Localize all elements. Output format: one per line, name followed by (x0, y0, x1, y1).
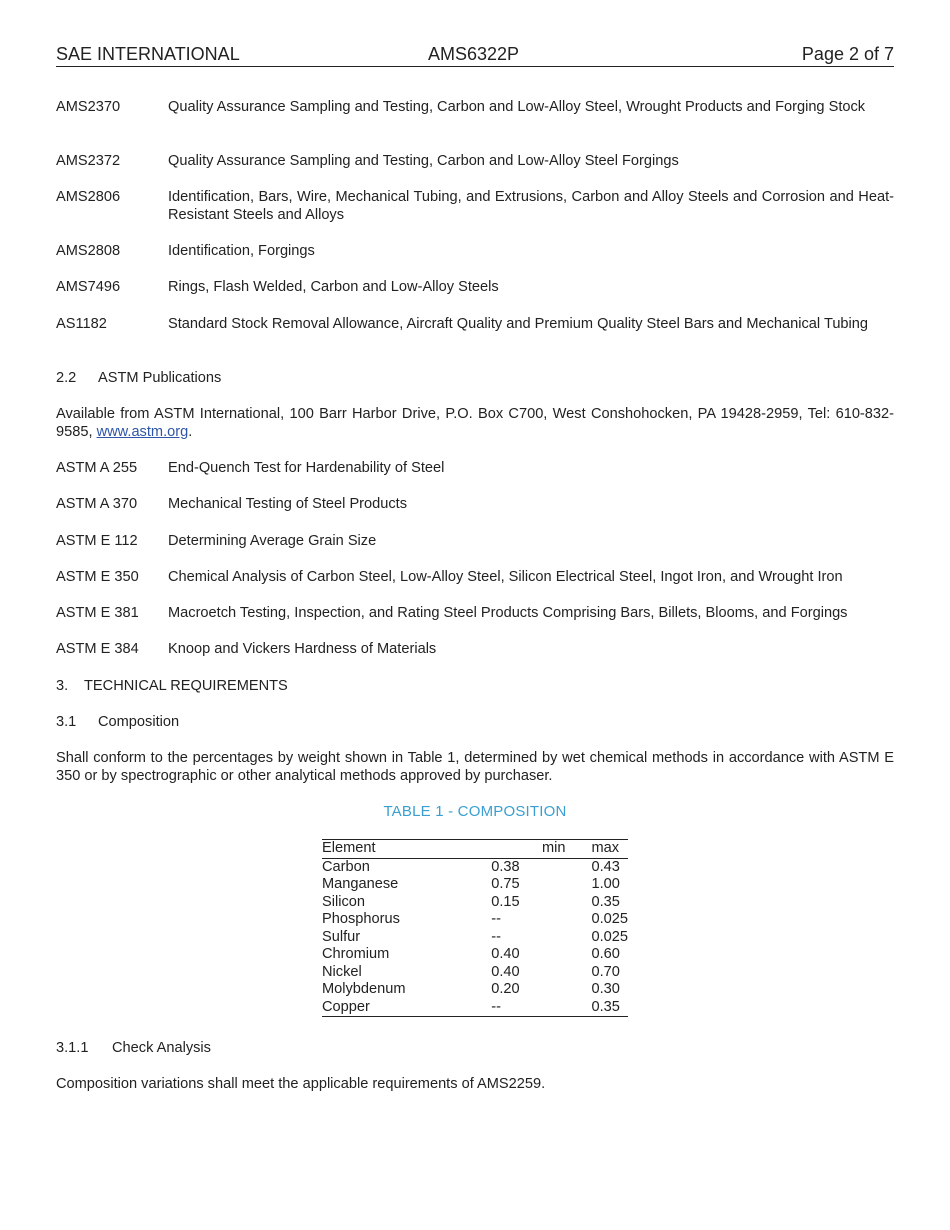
cell-max: 0.025 (591, 911, 628, 927)
section-title: Check Analysis (112, 1040, 211, 1056)
reference-code: AMS2372 (56, 153, 121, 169)
reference-code: ASTM E 350 (56, 569, 139, 585)
cell-max: 0.30 (591, 981, 620, 997)
reference-code: ASTM A 255 (56, 460, 138, 476)
section-number: 2.2 (56, 370, 77, 386)
table-row (322, 999, 628, 1017)
cell-max: 0.025 (591, 928, 628, 945)
reference-title: Rings, Flash Welded, Carbon and Low-Alloy Steels (168, 279, 499, 295)
reference-row (56, 279, 894, 297)
reference-row (56, 569, 894, 587)
reference-title: End-Quench Test for Hardenability of Steel (168, 460, 445, 476)
table-row (322, 894, 628, 912)
reference-title: Determining Average Grain Size (168, 533, 377, 549)
astm-website-link[interactable]: www.astm.org (96, 423, 189, 440)
cell-element: Silicon (322, 893, 365, 910)
availability-period: . (188, 423, 193, 440)
reference-title: Mechanical Testing of Steel Products (168, 496, 408, 512)
section-number: 3.1 (56, 714, 77, 730)
reference-title: Identification, Forgings (168, 243, 315, 259)
cell-element: Sulfur (322, 928, 361, 945)
reference-title: Identification, Bars, Wire, Mechanical Tubing, and Extrusions, Carbon and Alloy Steels and Corrosion and Heat-Resistant Steels and Alloys (168, 189, 894, 223)
table-caption: TABLE 1 - COMPOSITION (383, 803, 567, 820)
page-header (56, 44, 894, 67)
cell-element: Nickel (322, 963, 362, 980)
section-heading-3-1-1 (56, 1040, 211, 1058)
reference-code: AMS2370 (56, 99, 121, 115)
cell-max: 0.60 (591, 946, 620, 962)
reference-code: AMS7496 (56, 279, 121, 295)
cell-min: -- (491, 998, 501, 1015)
header-document-number: AMS6322P (428, 44, 520, 64)
reference-row (56, 496, 894, 514)
reference-title: Macroetch Testing, Inspection, and Rating Steel Products Comprising Bars, Billets, Blooms, and Forgings (168, 605, 848, 621)
astm-availability-paragraph (56, 406, 894, 441)
cell-max: 0.70 (591, 963, 620, 980)
table-row (322, 911, 628, 929)
composition-paragraph: Shall conform to the percentages by weight shown in Table 1, determined by wet chemical methods in accordance with ASTM E 350 or by spectrographic or other analytical methods approved by purchaser. (56, 750, 894, 784)
reference-row (56, 243, 894, 261)
check-analysis-paragraph: Composition variations shall meet the applicable requirements of AMS2259. (56, 1076, 546, 1092)
cell-min: 0.20 (491, 981, 520, 997)
cell-min: 0.38 (491, 858, 520, 875)
cell-min: 0.40 (491, 963, 520, 980)
reference-code: ASTM E 381 (56, 605, 139, 621)
reference-row (56, 99, 894, 117)
cell-max: 0.43 (591, 858, 620, 875)
table-header-row (322, 840, 628, 859)
cell-max: 0.35 (591, 998, 620, 1015)
cell-min: 0.75 (491, 876, 520, 892)
section-heading-3 (56, 678, 288, 696)
reference-row (56, 605, 894, 623)
composition-table (322, 839, 628, 1017)
table-row (322, 964, 628, 982)
cell-min: -- (491, 928, 501, 945)
cell-element: Copper (322, 998, 370, 1015)
cell-element: Manganese (322, 876, 399, 892)
section-title: Composition (98, 714, 180, 730)
reference-row (56, 641, 894, 659)
column-header-max: max (591, 840, 620, 856)
cell-element: Carbon (322, 858, 370, 875)
cell-min: -- (491, 911, 501, 927)
reference-code: AMS2806 (56, 189, 121, 205)
column-header-min: min (541, 840, 566, 856)
reference-row (56, 153, 894, 171)
section-title: TECHNICAL REQUIREMENTS (84, 678, 288, 694)
reference-title: Knoop and Vickers Hardness of Materials (168, 641, 437, 657)
cell-element: Molybdenum (322, 981, 406, 997)
table-row (322, 858, 628, 876)
table-row (322, 981, 628, 999)
header-organization: SAE INTERNATIONAL (56, 44, 240, 64)
reference-title: Quality Assurance Sampling and Testing, Carbon and Low-Alloy Steel, Wrought Products and Forging Stock (168, 99, 866, 115)
table-row (322, 946, 628, 964)
reference-row (56, 316, 894, 334)
reference-code: ASTM A 370 (56, 496, 138, 512)
reference-code: AS1182 (56, 316, 107, 332)
availability-text: Available from ASTM International, 100 Barr Harbor Drive, P.O. Box C700, West Conshohocken, PA 19428-2959, Tel: 610-832-9585, (56, 406, 894, 440)
reference-code: ASTM E 384 (56, 641, 139, 657)
section-number: 3.1.1 (56, 1040, 89, 1056)
section-heading-2-2 (56, 370, 221, 388)
reference-code: AMS2808 (56, 243, 121, 259)
table-row (322, 929, 628, 947)
cell-element: Chromium (322, 946, 390, 962)
reference-title: Chemical Analysis of Carbon Steel, Low-Alloy Steel, Silicon Electrical Steel, Ingot Iron, and Wrought Iron (168, 569, 843, 585)
cell-element: Phosphorus (322, 911, 400, 927)
section-title: ASTM Publications (98, 370, 222, 386)
cell-min: 0.15 (491, 893, 520, 910)
reference-row (56, 460, 894, 478)
table-row (322, 876, 628, 894)
cell-min: 0.40 (491, 946, 520, 962)
reference-code: ASTM E 112 (56, 533, 138, 549)
reference-row (56, 533, 894, 551)
cell-max: 1.00 (591, 876, 620, 892)
header-page-number: Page 2 of 7 (801, 44, 894, 64)
cell-max: 0.35 (591, 893, 620, 910)
section-number: 3. (56, 678, 69, 694)
reference-title: Standard Stock Removal Allowance, Aircraft Quality and Premium Quality Steel Bars and Mechanical Tubing (168, 316, 869, 332)
section-heading-3-1 (56, 714, 179, 732)
column-header-element: Element (322, 840, 376, 856)
reference-row (56, 189, 894, 224)
reference-title: Quality Assurance Sampling and Testing, Carbon and Low-Alloy Steel Forgings (168, 153, 679, 169)
